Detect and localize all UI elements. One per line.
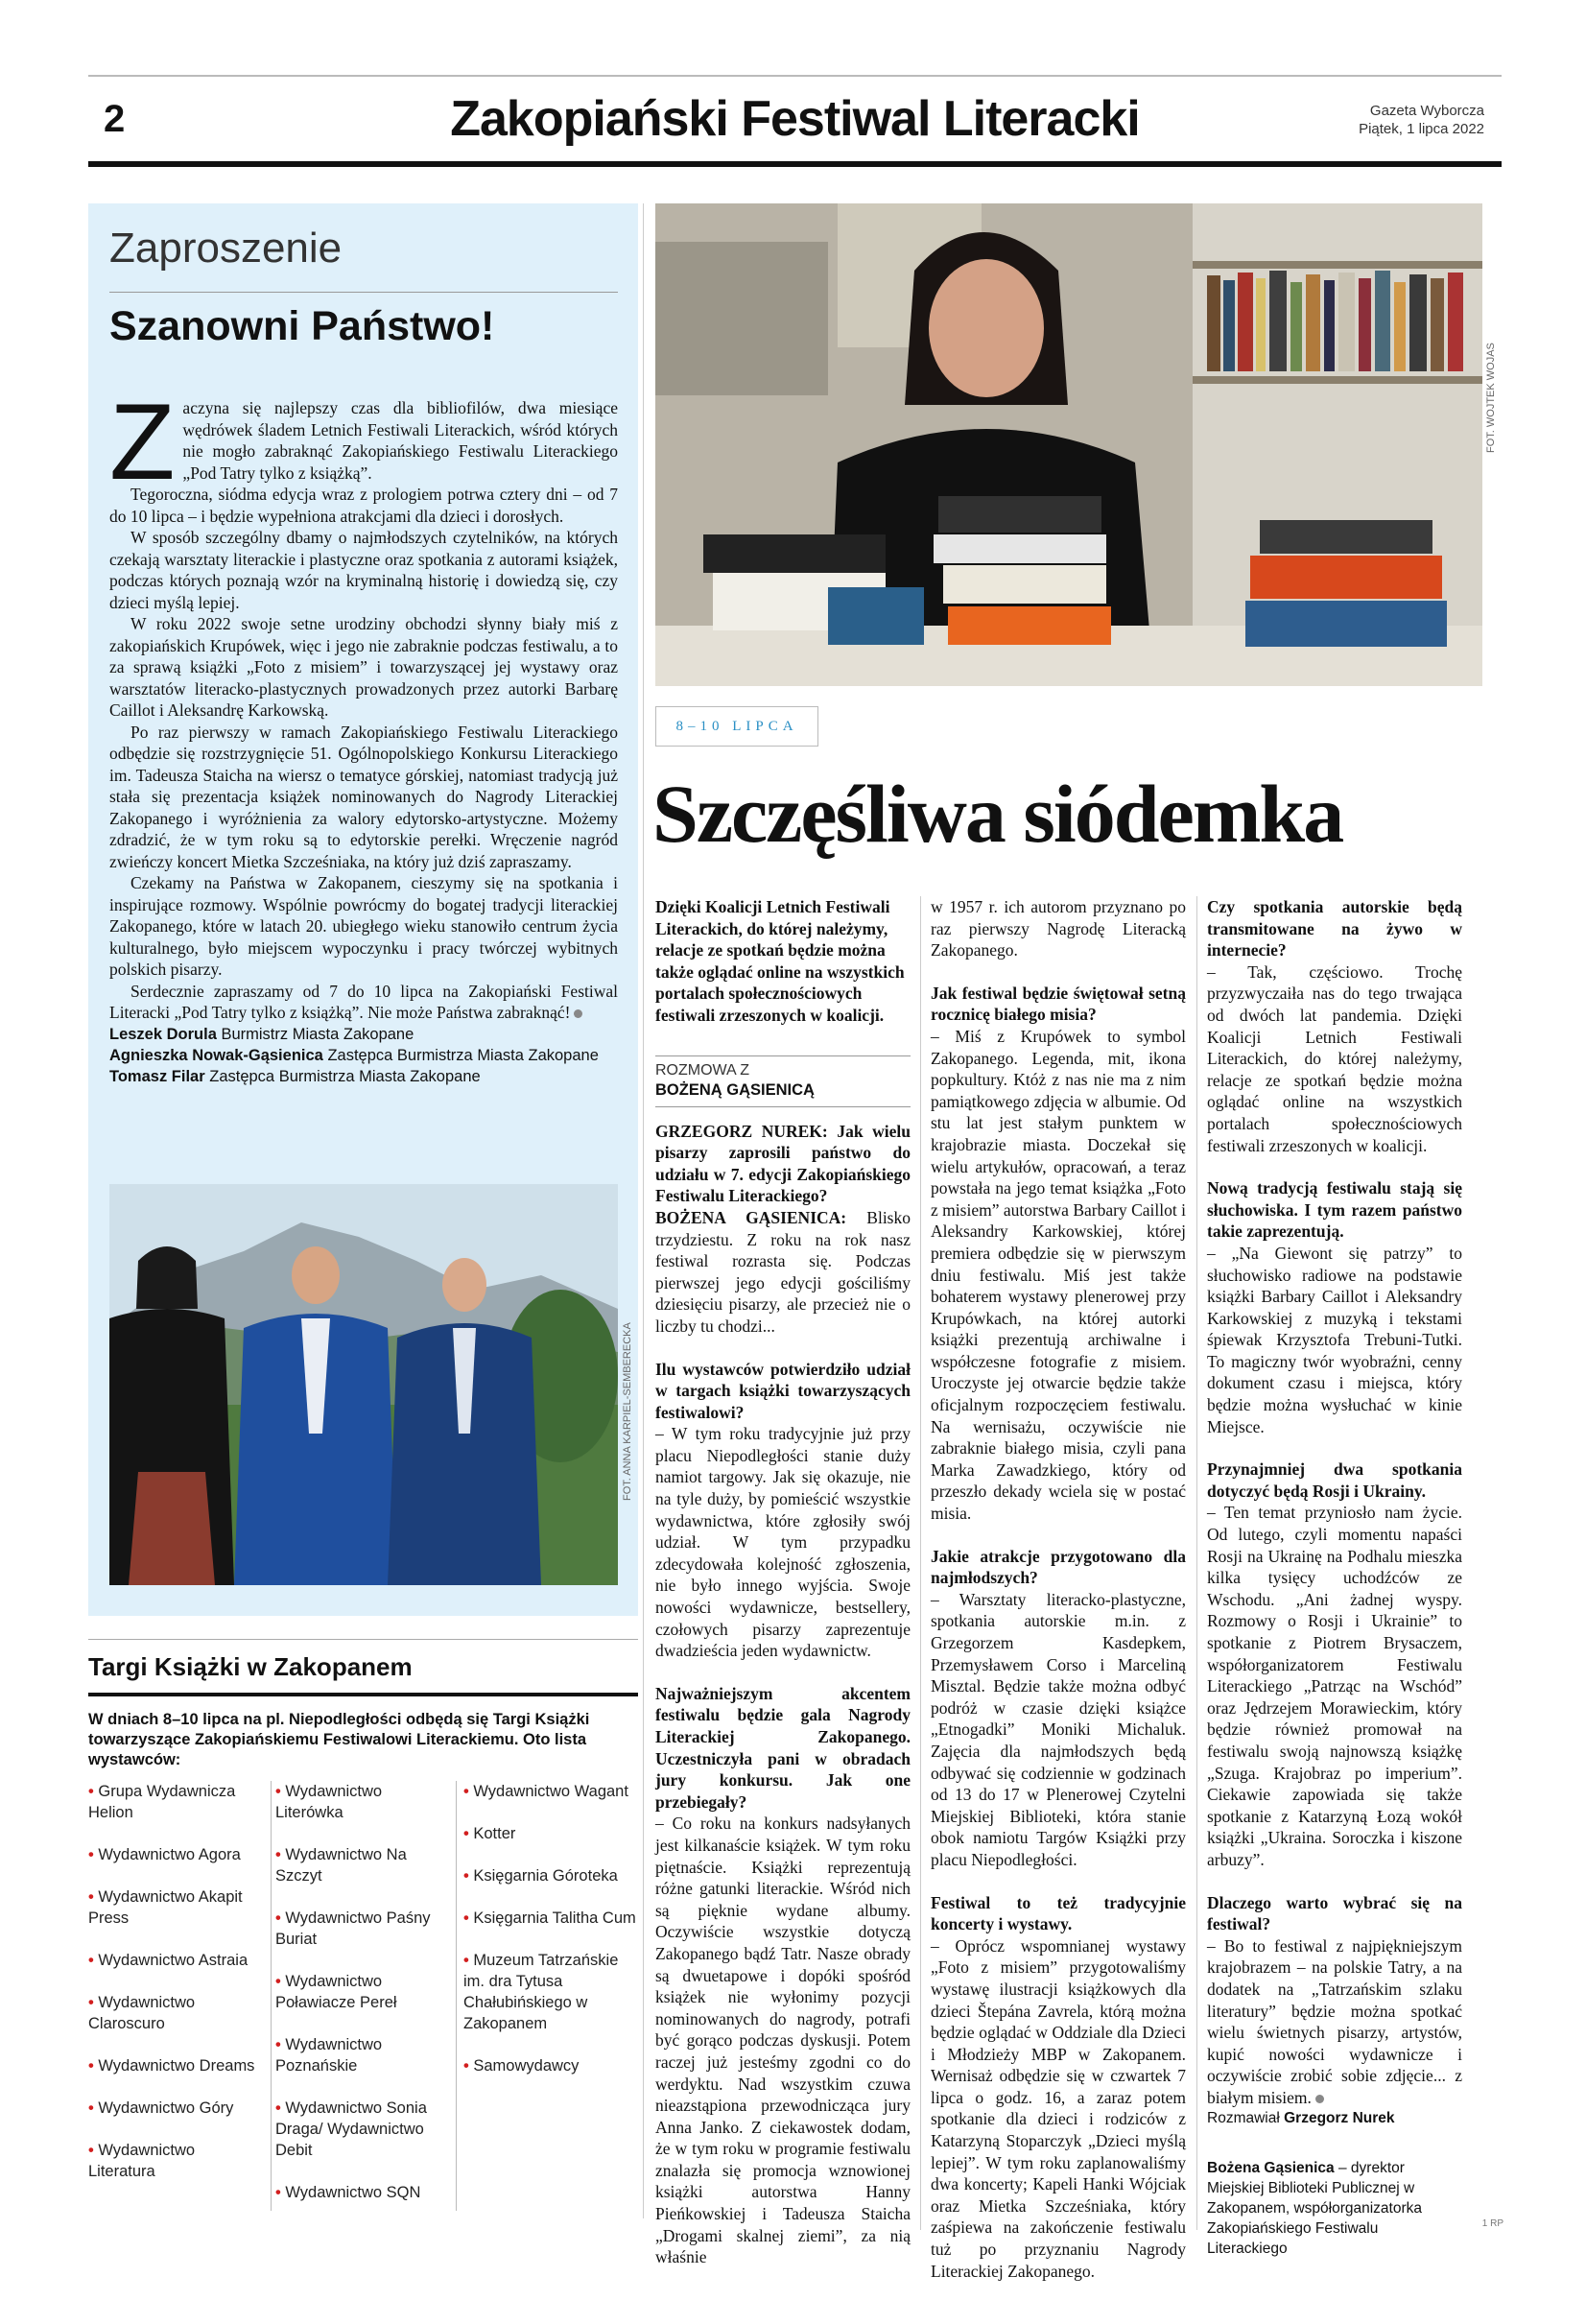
targi-top-rule (88, 1639, 638, 1640)
column-divider (271, 1781, 272, 2211)
invitation-paragraph: W roku 2022 swoje setne urodziny obchodzi słynny biały miś z zakopiańskich Krupówek, więc i jego nie zabraknie podczas festiwalu, a to za sprawą książki „Foto z misiem” i towarzyszącej jej wystawy oraz warsztatów literacko-plastycznych prowadzonych przez autorki Barbarę Caillot i Aleksandrę Karkowską. (109, 614, 618, 720)
exhibitors-column-3 (463, 1781, 638, 2098)
answer: BOŻENA GĄSIENICA: Blisko trzydziestu. Z roku na rok nasz festiwal rozrasta się. Podczas pierwszej jego edycji gościliśmy dziesięciu pisarzy, ale przecież nie o liczby tu chodzi... (655, 1207, 911, 1336)
main-photo (655, 203, 1482, 686)
article-column-1 (655, 896, 911, 2268)
signature: Agnieszka Nowak-Gąsienica Zastępca Burmistrza Miasta Zakopane (109, 1046, 599, 1064)
exhibitor-item: • Wydawnictwo Literatura (88, 2142, 196, 2180)
question: Nową tradycją festiwalu stają się słuchowiska. I tym razem państwo takie zaprezentują. (1207, 1178, 1462, 1242)
question: Najważniejszym akcentem festiwalu będzie gala Nagrody Literackiej Zakopanego. Uczestniczyła pani w obradach jury konkursu. Jak one przebiegały? (655, 1683, 911, 1812)
invitation-paragraph: Tegoroczna, siódma edycja wraz z prologiem potrwa cztery dni – od 7 do 10 lipca – i będzie wypełniona atrakcjami dla dzieci i dorosłych. (109, 485, 618, 526)
signature: Leszek Dorula Burmistrz Miasta Zakopane (109, 1025, 414, 1043)
signature: Tomasz Filar Zastępca Burmistrza Miasta Zakopane (109, 1067, 481, 1085)
footer-code: 1 RP (1481, 2218, 1503, 2229)
column-divider (456, 1781, 457, 2211)
page-header (88, 77, 1502, 165)
question: Jakie atrakcje przygotowano dla najmłodszych? (931, 1546, 1186, 1588)
article-column-3 (1207, 896, 1462, 2259)
invitation-paragraph: Zaczyna się najlepszy czas dla bibliofilów, dwa miesiące wędrówek śladem Letnich Festiwali Literackich, wśród których nie mogło zabraknąć Zakopiańskiego Festiwalu Literackiego „Pod Tatry tylko z książką”. (109, 382, 618, 502)
answer: – Oprócz wspomnianej wystawy „Foto z misiem” przygotowaliśmy wystawę ilustracji książkowych dla dzieci Štepána Zavrela, którą można będzie oglądać w Oddziale dla Dzieci i Młodzieży MBP w Zakopanem. Wernisaż odbędzie się w czwartek 7 lipca o godz. 16, a zaraz potem spotkanie dla dzieci i rodziców z Katarzyną Stoparczyk „Dzieci myślą lepiej”. W tym roku zaplanowaliśmy dwa koncerty; Kapeli Hanki Wójciak oraz Mietka Szcześniaka, który zaśpiewa na zakończenie festiwalu tuż po przyznaniu Nagrody Literackiej Zakopanego. (931, 1935, 1186, 2281)
end-mark (574, 1009, 582, 1018)
exhibitor-item: • Samowydawcy (463, 2057, 580, 2075)
exhibitor-item: • Wydawnictwo Literówka (275, 1783, 383, 1821)
answer: – W tym roku tradycyjnie już przy placu Niepodległości stanie duży namiot targowy. Jak się okazuje, nie na tyle duży, by pomieścić wszystkie wydawnictwa, które zgłosiły swój udział. W tym przypadku zdecydowała kolejność zgłoszenia, nie było innego wyjścia. Swoje nowości wydawnicze, bestsellery, czołowych pisarzy zaprezentuje dwadzieścia jeden wydawnictw. (655, 1424, 911, 1661)
exhibitor-item: • Muzeum Tatrzańskie im. dra Tytusa Chałubińskiego w Zakopanem (463, 1952, 619, 2032)
answer: – „Na Giewont się patrzy” to słuchowisko radiowe na podstawie książki Barbary Caillot i Aleksandry Karkowskiej z muzyką i tekstami śpiewak Krzysztofa Trebuni-Tutki. To magiczny twór wyobraźni, cenny dokument czasu i miejsca, który będzie można wysłuchać w kinie Miejsce. (1207, 1243, 1462, 1436)
photo-credit: FOT. ANNA KARPIEL-SEMBERECKA (622, 1322, 633, 1501)
end-mark (1315, 2095, 1324, 2103)
page-number: 2 (104, 98, 126, 140)
answer: – Warsztaty literacko-plastyczne, spotkania autorskie m.in. z Grzegorzem Kasdepkem, Przemysławem Corso i Marceliną Misztal. Będzie także można odbyć podróż w czasie dzięki książce „Etnogadki” Moniki Michaluk. Zajęcia dla najmłodszych będą odbywać się codziennie w godzinach od 13 do 17 w Plenerowej Czytelni Miejskiej Biblioteki, która stanie obok namiotu Targów Książki przy placu Niepodległości. (931, 1589, 1186, 1869)
question: Ilu wystawców potwierdziło udział w targach książki towarzyszących festiwalowi? (655, 1359, 911, 1422)
question: Dlaczego warto wybrać się na festiwal? (1207, 1892, 1462, 1934)
publication-date: Piątek, 1 lipca 2022 (1359, 121, 1484, 137)
rule (655, 1055, 911, 1056)
exhibitor-item: • Wydawnictwo Wagant (463, 1783, 628, 1800)
invitation-body (109, 382, 618, 1087)
article-headline: Szczęśliwa siódemka (652, 768, 1343, 860)
column-separator (1196, 896, 1197, 2230)
exhibitor-item: • Wydawnictwo Poznańskie (275, 2036, 383, 2075)
column-separator (920, 896, 921, 2230)
exhibitor-item: • Wydawnictwo Astraia (88, 1952, 249, 1969)
main-photo-credit: FOT. WOJTEK WOJAS (1485, 343, 1497, 453)
exhibitor-item: • Grupa Wydawnicza Helion (88, 1783, 236, 1821)
interview-kicker: ROZMOWA Z (655, 1061, 750, 1079)
question: GRZEGORZ NUREK: Jak wielu pisarzy zaprosili państwo do udziału w 7. edycji Zakopiańskiego Festiwalu Literackiego? (655, 1121, 911, 1206)
date-tag: 8–10 LIPCA (655, 706, 818, 747)
interviewer-credit: Rozmawiał Grzegorz Nurek (1207, 2110, 1395, 2127)
invitation-paragraph: Czekamy na Państwa w Zakopanem, cieszymy się na spotkania i inspirujące rozmowy. Wspólnie powrócmy do bogatej tradycji literackiej Zakopanego, które w latach 20. ubiegłego wieku stanowiło centrum życia kulturalnego, było miejscem wypoczynku i pracy twórczej wybitnych polskich pisarzy. (109, 873, 618, 979)
exhibitor-item: • Wydawnictwo Dreams (88, 2057, 255, 2075)
header-rule (88, 161, 1502, 167)
question: Jak festiwal będzie świętował setną rocznicę białego misia? (931, 983, 1186, 1025)
exhibitor-item: • Kotter (463, 1825, 516, 1842)
answer: – Bo to festiwal z najpiękniejszym krajobrazem – na polskie Tatry, a na dodatek na „Tatrzańskim szlaku literatury” będzie można spotkać wielu świetnych pisarzy, artystów, kupić nowości wydawnicze i oczywiście zrobić sobie zdjęcie... z białym misiem. (1207, 1935, 1462, 2107)
targi-heading: Targi Książki w Zakopanem (88, 1652, 413, 1681)
exhibitor-item: • Księgarnia Góroteka (463, 1867, 618, 1885)
interview-subject: BOŻENĄ GĄSIENICĄ (655, 1080, 815, 1099)
dropcap: Z (109, 382, 176, 502)
exhibitors-column-1 (88, 1781, 261, 2203)
answer-continued: w 1957 r. ich autorom przyznano po raz pierwszy Nagrodę Literacką Zakopanego. (931, 897, 1186, 960)
exhibitor-item: • Wydawnictwo Akapit Press (88, 1888, 243, 1927)
exhibitor-item: • Wydawnictwo Claroscuro (88, 1994, 196, 2032)
invitation-paragraph: Po raz pierwszy w ramach Zakopiańskiego Festiwalu Literackiego odbędzie się rozstrzygnięcie 51. Ogólnopolskiego Konkursu Literackiego im. Tadeusza Staicha na wiersz o tematyce górskiej, natomiast tradycją już stała się prezentacja książek nominowanych do Nagrody Literackiej Zakopanego i wyróżnienia za walory edytorsko-artystyczne. Możemy zdradzić, że w tym roku są to edytorskie perełki. Wręczenie nagród zwieńczy koncert Mietka Szcześniaka, na który już dziś zapraszamy. (109, 722, 618, 871)
exhibitors-column-2 (275, 1781, 440, 2224)
exhibitor-item: • Wydawnictwo Na Szczyt (275, 1846, 407, 1885)
invitation-paragraph: W sposób szczególny dbamy o najmłodszych czytelników, na których czekają warsztaty literackie i plastyczne oraz spotkania z autorami książek, podczas których poznają wzór na kryminalną historię i dowiedzą się, czy dzieci myślą lepiej. (109, 528, 618, 612)
answer: – Ten temat przyniosło nam życie. Od lutego, czyli momentu napaści Rosji na Ukrainę na Podhalu mieszka kilka tysięcy uchodźców ze Wschodu. „Ani żadnej wyspy. Rozmowy o Rosji i Ukrainie” to spotkanie z Piotrem Brysaczem, współorganizatorem Festiwalu Literackiego „Patrząc na Wschód” oraz Jędrzejem Morawieckim, który będzie również promował na festiwalu swoją najnowszą książkę „Szuga. Krajobraz po imperium”. Ciekawie zapowiada się także spotkanie z Katarzyną Łozą wokół książki „Ukraina. Soroczka i kiszone arbuzy”. (1207, 1503, 1462, 1869)
rule (655, 1106, 911, 1107)
subject-bio: Bożena Gąsienica – dyrektor Miejskiej Biblioteki Publicznej w Zakopanem, współorganizatorka Zakopiańskiego Festiwalu Literackiego (1207, 2160, 1423, 2258)
exhibitor-item: • Wydawnictwo Paśny Buriat (275, 1909, 431, 1948)
question: Festiwal to też tradycyjnie koncerty i wystawy. (931, 1892, 1186, 1934)
invitation-paragraph: Serdecznie zapraszamy od 7 do 10 lipca na Zakopiański Festiwal Literacki „Pod Tatry tylko z książką”. Nie może Państwa zabraknąć! (109, 981, 618, 1022)
invitation-rule (109, 292, 618, 293)
publication-info (1359, 102, 1484, 138)
page-vertical-divider (643, 203, 644, 2218)
invitation-label: Zaproszenie (109, 225, 343, 272)
exhibitor-item: • Wydawnictwo Poławiacze Pereł (275, 1973, 397, 2011)
section-title: Zakopiański Festiwal Literacki (450, 91, 1140, 147)
exhibitor-item: • Księgarnia Talitha Cum (463, 1909, 636, 1927)
answer: – Tak, częściowo. Trochę przyzwyczaiła nas do tego trwająca od dwóch lat pandemia. Dzięki Koalicji Letnich Festiwali Literackich, do której należymy, relacje ze spotkań będzie można oglądać online na wszystkich portalach społecznościowych festiwali zrzeszonych w koalicji. (1207, 961, 1462, 1155)
question: Czy spotkania autorskie będą transmitowane na żywo w internecie? (1207, 897, 1462, 960)
targi-intro: W dniach 8–10 lipca na pl. Niepodległości odbędą się Targi Książki towarzyszące Zakopiańskiemu Festiwalowi Literackiemu. Oto lista wystawców: (88, 1711, 590, 1768)
answer: – Co roku na konkurs nadsyłanych jest kilkanaście książek. W tym roku piętnaście. Książki reprezentują różne gatunki literackie. Wśród nich są pięknie wydane albumy. Oczywiście wszystkie dotyczą Zakopanego bądź Tatr. Nasze obrady są dwuetapowe i dopóki spośród książek nie wyłonimy pozycji nominowanych do nagrody, potrafi być gorąco podczas dyskusji. Potem raczej już jesteśmy zgodni co do werdyktu. Nad wszystkim czuwa nieazstąpiona przewodnicząca jury Anna Janko. Z ciekawostek dodam, że w tym roku w programie festiwalu znalazła się promocja wznowionej książki autorstwa Hanny Pieńkowskiej i Tadeusza Staicha „Drogami skalnej ziemi”, za nią właśnie (655, 1814, 911, 2267)
exhibitor-item: • Wydawnictwo Góry (88, 2099, 234, 2117)
invitation-heading: Szanowni Państwo! (109, 303, 495, 349)
officials-photo (109, 1184, 618, 1585)
article-lead: Dzięki Koalicji Letnich Festiwali Literackich, do której należymy, relacje ze spotkań będzie można także oglądać online na wszystkich portalach społecznościowych festiwali zrzeszonych w koalicji. (655, 897, 905, 1025)
exhibitor-item: • Wydawnictwo SQN (275, 2184, 421, 2201)
exhibitor-item: • Wydawnictwo Agora (88, 1846, 241, 1863)
targi-rule (88, 1693, 638, 1696)
exhibitor-item: • Wydawnictwo Sonia Draga/ Wydawnictwo Debit (275, 2099, 427, 2159)
invitation-box (88, 203, 638, 1616)
question: Przynajmniej dwa spotkania dotyczyć będą Rosji i Ukrainy. (1207, 1459, 1462, 1501)
answer: – Miś z Krupówek to symbol Zakopanego. Legenda, mit, ikona popkultury. Któż z nas nie ma z nim pamiątkowego zdjęcia w albumie. Od stu lat jest stałym punktem w krajobrazie miasta. Doczekał się wielu artykułów, opracowań, a teraz powstała na jego temat książka „Foto z misiem” autorstwa Barbary Caillot i Aleksandry Karkowskiej, której premiera odbędzie się w pierwszym dniu festiwalu. Miś jest także bohaterem wystawy plenerowej przy Krupówkach, na której autorki książki prezentują archiwalne i współczesne fotografie z misiem. Uroczyste jej otwarcie będzie także oficjalnym rozpoczęciem festiwalu. Na wernisażu, oczywiście nie zabraknie białego misia, czyli pana Marka Zawadzkiego, który od przeszło dekady wciela się w postać misia. (931, 1026, 1186, 1524)
publication-name: Gazeta Wyborcza (1369, 103, 1484, 119)
article-column-2 (931, 896, 1186, 2282)
